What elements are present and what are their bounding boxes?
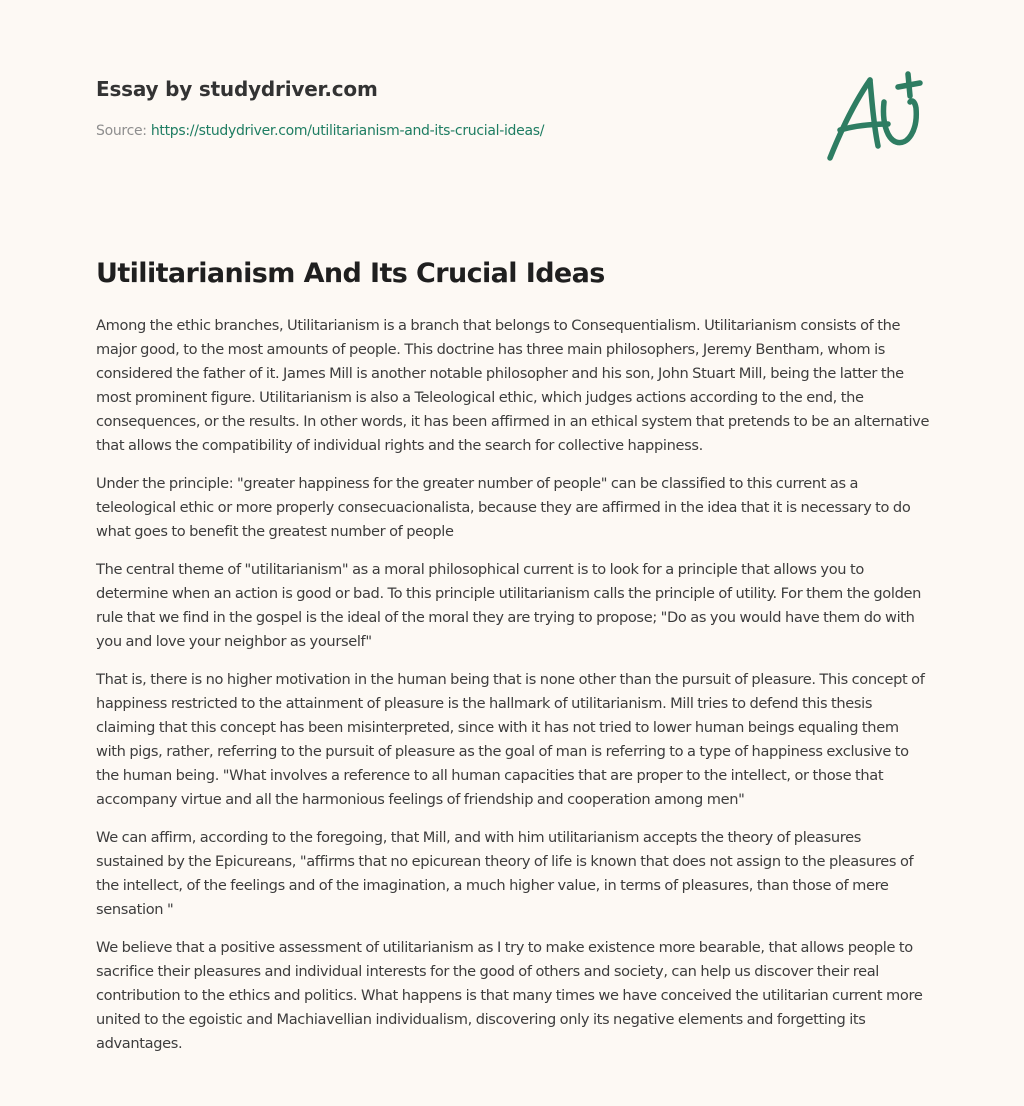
- source-line: [96, 121, 796, 141]
- paragraph: The central theme of "utilitarianism" as a moral philosophical current is to look for a principle that allows you to determine when an action is good or bad. To this principle utilitarianism calls the principle of utility. For them the golden rule that we find in the gospel is the ideal of the moral they are trying to propose; "Do as you would have them do with you and love your neighbor as yourself": [96, 561, 922, 650]
- paragraph: That is, there is no higher motivation in the human being that is none other than the pursuit of pleasure. This concept of happiness restricted to the attainment of pleasure is the hallmark of utilitarianism. Mill tries to defend this thesis claiming that this concept has been misinterpreted, since with it has not tried to lower human beings equaling them with pigs, rather, referring to the pursuit of pleasure as the goal of man is referring to a type of happiness exclusive to the human being. "What involves a reference to all human capacities that are proper to the intellect, or those that accompany virtue and all the harmonious feelings of friendship and cooperation among men": [96, 671, 925, 808]
- source-link[interactable]: https://studydriver.com/utilitarianism-and-its-crucial-ideas/: [150, 123, 545, 139]
- paragraph: Among the ethic branches, Utilitarianism is a branch that belongs to Consequentialism. Utilitarianism consists of the major good, to the most amounts of people. This doctrine has three main philosophers, Jeremy Bentham, whom is considered the father of it. James Mill is another notable philosopher and his son, John Stuart Mill, being the latter the most prominent figure. Utilitarianism is also a Teleological ethic, which judges actions according to the end, the consequences, or the results. In other words, it has been affirmed in an ethical system that pretends to be an alternative that allows the compatibility of individual rights and the search for collective happiness.: [96, 317, 930, 454]
- source-label: Source:: [96, 123, 147, 139]
- page-header: [96, 74, 796, 141]
- page-title: Utilitarianism And Its Crucial Ideas: [96, 258, 605, 289]
- paragraph: Under the principle: "greater happiness for the greater number of people" can be classified to this current as a teleological ethic or more properly consecuacionalista, because they are affirmed in the idea that it is necessary to do what goes to benefit the greatest number of people: [96, 475, 911, 540]
- article-body: [96, 314, 932, 1070]
- a-plus-grade-icon: [822, 68, 928, 164]
- site-title: Essay by studydriver.com: [96, 77, 378, 101]
- paragraph: We can affirm, according to the foregoing, that Mill, and with him utilitarianism accepts the theory of pleasures sustained by the Epicureans, "affirms that no epicurean theory of life is known that does not assign to the pleasures of the intellect, of the feelings and of the imagination, a much higher value, in terms of pleasures, than those of mere sensation ": [96, 829, 914, 918]
- paragraph: We believe that a positive assessment of utilitarianism as I try to make existence more bearable, that allows people to sacrifice their pleasures and individual interests for the good of others and society, can help us discover their real contribution to the ethics and politics. What happens is that many times we have conceived the utilitarian current more united to the egoistic and Machiavellian individualism, discovering only its negative elements and forgetting its advantages.: [96, 939, 923, 1052]
